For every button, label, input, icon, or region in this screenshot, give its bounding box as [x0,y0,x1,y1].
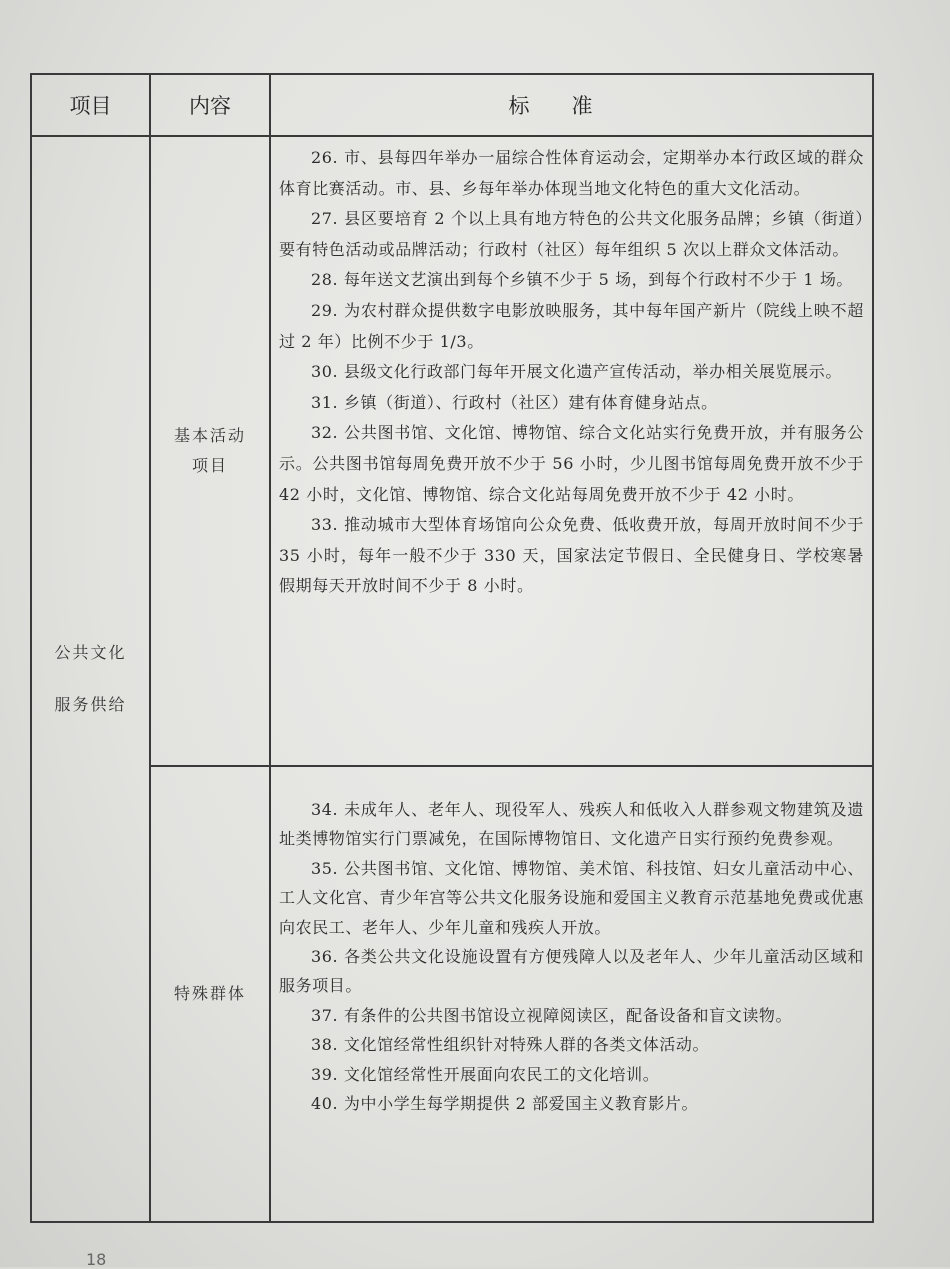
subcategory-label-special: 特殊群体 [173,984,246,1003]
standard-item-35: 35. 公共图书馆、文化馆、博物馆、美术馆、科技馆、妇女儿童活动中心、工人文化宫、青少年宫等公共文化服务设施和爱国主义教育示范基地免费或优惠向农民工、老年人、少年儿童和残疾人开放。 [279,858,864,937]
table-row-basic-activities [31,136,873,766]
header-standard: 标准 [270,74,873,136]
standards-table [30,73,874,1223]
header-content: 内容 [150,74,270,136]
standard-item-40: 40. 为中小学生每学期提供 2 部爱国主义教育影片。 [311,1094,699,1114]
subcategory-basic-activities [150,136,270,766]
standard-item-30: 30. 县级文化行政部门每年开展文化遗产宣传活动，举办相关展览展示。 [311,362,842,382]
standard-item-32: 32. 公共图书馆、文化馆、博物馆、综合文化站实行免费开放，并有服务公示。公共图书馆每周免费开放不少于 56 小时，少儿图书馆每周免费开放不少于 42 小时，文化馆、博物馆、综合文化站每周免费开放不少于 42 小时。 [279,423,864,504]
standard-item-38: 38. 文化馆经常性组织针对特殊人群的各类文体活动。 [311,1035,710,1055]
items-basic-activities [271,137,872,606]
standard-item-29: 29. 为农村群众提供数字电影放映服务，其中每年国产新片（院线上映不超过 2 年）比例不少于 1/3。 [279,300,864,351]
category-line-1: 公共文化 [54,643,127,662]
items-special-groups [271,767,872,1122]
subcategory-special-groups [150,766,270,1222]
subcategory-label-1: 基本活动 [173,426,246,445]
standard-item-36: 36. 各类公共文化设施设置有方便残障人以及老年人、少年儿童活动区域和服务项目。 [279,947,864,996]
standards-basic-activities [270,136,873,766]
standard-item-26: 26. 市、县每四年举办一届综合性体育运动会，定期举办本行政区域的群众体育比赛活动。市、县、乡每年举办体现当地文化特色的重大文化活动。 [279,148,864,198]
category-cell [31,136,150,1222]
subcategory-label-2: 项目 [191,456,228,475]
standard-item-34: 34. 未成年人、老年人、现役军人、残疾人和低收入人群参观文物建筑及遗址类博物馆实行门票减免，在国际博物馆日、文化遗产日实行预约免费参观。 [279,800,864,849]
standard-item-37: 37. 有条件的公共图书馆设立视障阅读区，配备设备和盲文读物。 [311,1005,793,1025]
page-number: 18 [86,1250,107,1269]
standard-item-31: 31. 乡镇（街道）、行政村（社区）建有体育健身站点。 [311,392,718,412]
header-project: 项目 [31,74,150,136]
standard-item-27: 27. 县区要培育 2 个以上具有地方特色的公共文化服务品牌；乡镇（街道）要有特色活动或品牌活动；行政村（社区）每年组织 5 次以上群众文体活动。 [279,209,864,259]
table-row-special-groups [31,766,873,1222]
category-line-2: 服务供给 [54,695,127,714]
standards-special-groups [270,766,873,1222]
header-row [31,74,873,136]
standard-item-39: 39. 文化馆经常性开展面向农民工的文化培训。 [311,1064,660,1084]
standard-item-33: 33. 推动城市大型体育场馆向公众免费、低收费开放，每周开放时间不少于 35 小时，每年一般不少于 330 天，国家法定节假日、全民健身日、学校寒暑假期每天开放时间不少于 8 小时。 [279,515,864,596]
standard-item-28: 28. 每年送文艺演出到每个乡镇不少于 5 场，到每个行政村不少于 1 场。 [311,270,854,290]
